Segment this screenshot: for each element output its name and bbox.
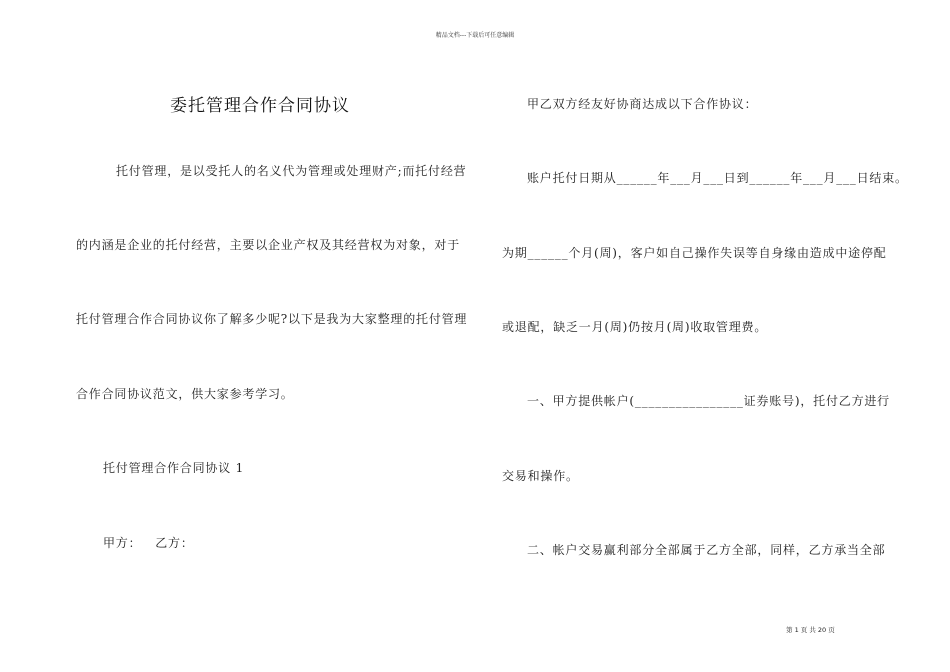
right-paragraph-line: 一、甲方提供帐户(________________证券账号)，托付乙方进行 [527,394,890,408]
document-title: 委托管理合作合同协议 [170,96,350,116]
left-paragraph-line: 合作合同协议范文，供大家参考学习。 [76,387,294,401]
right-paragraph-line: 账户托付日期从______年___月___日到______年___月___日结束。 [527,171,908,185]
page-header: 精品文档---下载后可任意编辑 [435,32,515,39]
right-paragraph-line: 二、帐户交易赢利部分全部属于乙方全部，同样，乙方承当全部 [527,543,886,557]
left-paragraph-line: 的内涵是企业的托付经营，主要以企业产权及其经营权为对象，对于 [76,238,461,252]
right-paragraph-line: 为期______个月(周)，客户如自己操作失误等自身缘由造成中途停配 [502,246,887,260]
right-paragraph-line: 交易和操作。 [502,469,579,483]
section-heading: 托付管理合作合同协议 1 [103,461,245,475]
right-paragraph-line: 甲乙双方经友好协商达成以下合作协议： [527,97,758,111]
right-paragraph-line: 或退配，缺乏一月(周)仍按月(周)收取管理费。 [502,320,768,334]
page-number: 第 1 页 共 20 页 [786,626,835,634]
left-paragraph-line: 托付管理合作合同协议你了解多少呢?以下是我为大家整理的托付管理 [76,312,468,326]
party-labels: 甲方： 乙方： [103,536,194,550]
left-paragraph-line: 托付管理，是以受托人的名义代为管理或处理财产;而托付经营 [116,164,467,178]
